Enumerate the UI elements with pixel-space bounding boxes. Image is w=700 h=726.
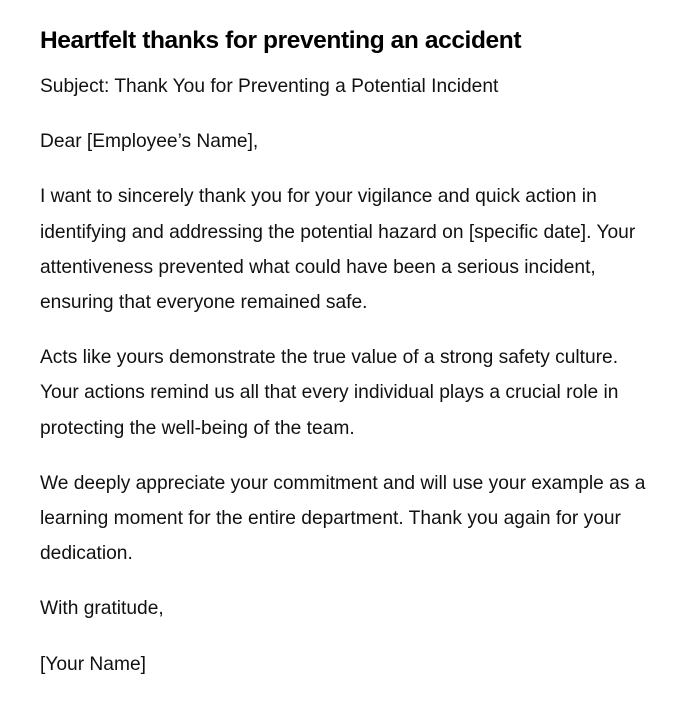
body-paragraph-1: I want to sincerely thank you for your vigilance and quick action in identifying and addressing the potential hazard on [specific date]. Your attentiveness prevented what could have been a serious incident, ensuring that everyone remained safe.	[40, 186, 636, 314]
letter-greeting: Dear [Employee’s Name],	[40, 131, 259, 153]
letter-document	[40, 24, 650, 682]
letter-closing: With gratitude,	[40, 598, 164, 620]
letter-subject: Subject: Thank You for Preventing a Potential Incident	[40, 76, 499, 97]
letter-signature: [Your Name]	[40, 653, 146, 675]
document-title: Heartfelt thanks for preventing an accident	[40, 27, 522, 54]
body-paragraph-2: Acts like yours demonstrate the true value of a strong safety culture. Your actions remind us all that every individual plays a crucial role in protecting the well-being of the team.	[40, 347, 619, 439]
body-paragraph-3: We deeply appreciate your commitment and will use your example as a learning moment for the entire department. Thank you again for your dedication.	[40, 472, 646, 565]
